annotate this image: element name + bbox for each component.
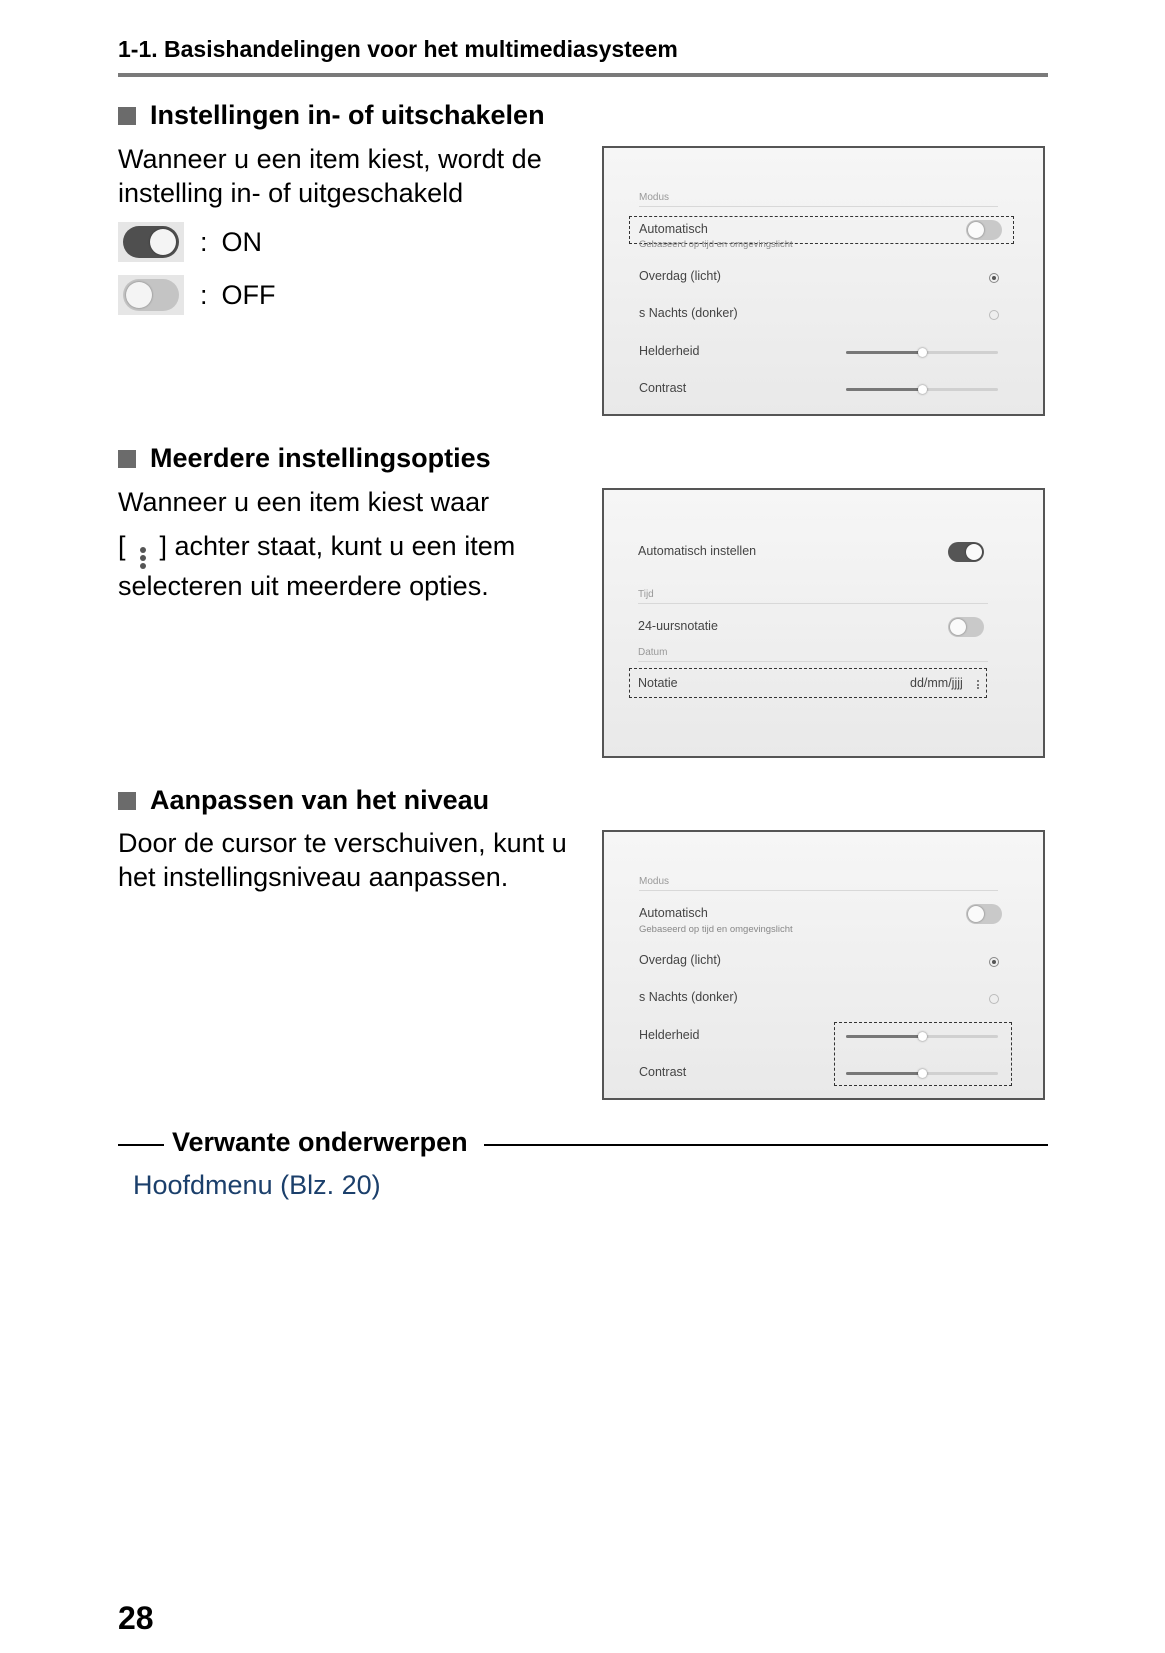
- uursnotatie-toggle[interactable]: [948, 617, 984, 637]
- section-title-level: [118, 785, 489, 816]
- section-title-text: Aanpassen van het niveau: [150, 785, 490, 815]
- legend-off-label: OFF: [221, 279, 276, 310]
- auto-instellen-toggle[interactable]: [948, 542, 984, 562]
- section-bullet-icon: [118, 107, 136, 125]
- body-line: [ ] achter staat, kunt u een item: [118, 529, 515, 569]
- related-topics-header: [118, 1127, 1048, 1161]
- contrast-slider[interactable]: [846, 388, 998, 391]
- notatie-label[interactable]: Notatie: [638, 676, 678, 690]
- contrast-slider[interactable]: [846, 1072, 998, 1075]
- body-line: instelling in- of uitgeschakeld: [118, 178, 464, 208]
- body-line: het instellingsniveau aanpassen.: [118, 862, 509, 892]
- related-topics-title: Verwante onderwerpen: [172, 1127, 476, 1158]
- more-options-icon[interactable]: [977, 680, 979, 689]
- toggle-on-icon: [123, 226, 179, 258]
- section-bullet-icon: [118, 450, 136, 468]
- body-line: selecteren uit meerdere opties.: [118, 571, 489, 601]
- section-body-level: [118, 826, 567, 894]
- body-line: Wanneer u een item kiest waar: [118, 487, 490, 517]
- section-bullet-icon: [118, 792, 136, 810]
- helderheid-slider[interactable]: [846, 1035, 998, 1038]
- section-body-toggle: [118, 142, 542, 210]
- more-options-icon: [140, 547, 146, 569]
- overdag-radio[interactable]: [989, 273, 999, 283]
- body-line: Wanneer u een item kiest, wordt de: [118, 144, 542, 174]
- toggle-off-icon: [123, 279, 179, 311]
- body-line: Door de cursor te verschuiven, kunt u: [118, 828, 567, 858]
- header-rule: [118, 73, 1048, 77]
- page-number: 28: [118, 1600, 154, 1636]
- legend-on: : ON: [118, 222, 262, 262]
- automatisch-label[interactable]: Automatisch: [639, 222, 708, 236]
- automatisch-toggle[interactable]: [966, 220, 1002, 240]
- section-title-text: Meerdere instellingsopties: [150, 443, 491, 473]
- slider-thumb[interactable]: [918, 1032, 927, 1041]
- helderheid-slider[interactable]: [846, 351, 998, 354]
- legend-off: : OFF: [118, 275, 276, 315]
- screenshot-panel-modus: Modus Automatisch Gebaseerd op tijd en omgevingslicht Overdag (licht) s Nachts (donker) Helderheid Contrast: [602, 146, 1045, 416]
- section-title-toggle: [118, 100, 545, 131]
- overdag-radio[interactable]: [989, 957, 999, 967]
- notatie-value[interactable]: dd/mm/jjjj: [910, 676, 963, 690]
- nachts-radio[interactable]: [989, 994, 999, 1004]
- legend-on-label: ON: [221, 226, 263, 257]
- page-header-title: 1-1. Basishandelingen voor het multimediasysteem: [118, 36, 678, 62]
- automatisch-toggle[interactable]: [966, 904, 1002, 924]
- section-title-text: Instellingen in- of uitschakelen: [150, 100, 545, 130]
- hoofdmenu-link[interactable]: Hoofdmenu (Blz. 20): [133, 1170, 381, 1200]
- screenshot-panel-datetime: Automatisch instellen Tijd 24-uursnotatie Datum Notatie dd/mm/jjjj: [602, 488, 1045, 758]
- slider-thumb[interactable]: [918, 385, 927, 394]
- nachts-radio[interactable]: [989, 310, 999, 320]
- slider-thumb[interactable]: [918, 348, 927, 357]
- screenshot-panel-levels: Modus Automatisch Gebaseerd op tijd en omgevingslicht Overdag (licht) s Nachts (donker) Helderheid Contrast: [602, 830, 1045, 1100]
- slider-thumb[interactable]: [918, 1069, 927, 1078]
- section-body-options: [118, 485, 515, 603]
- section-title-options: [118, 443, 491, 474]
